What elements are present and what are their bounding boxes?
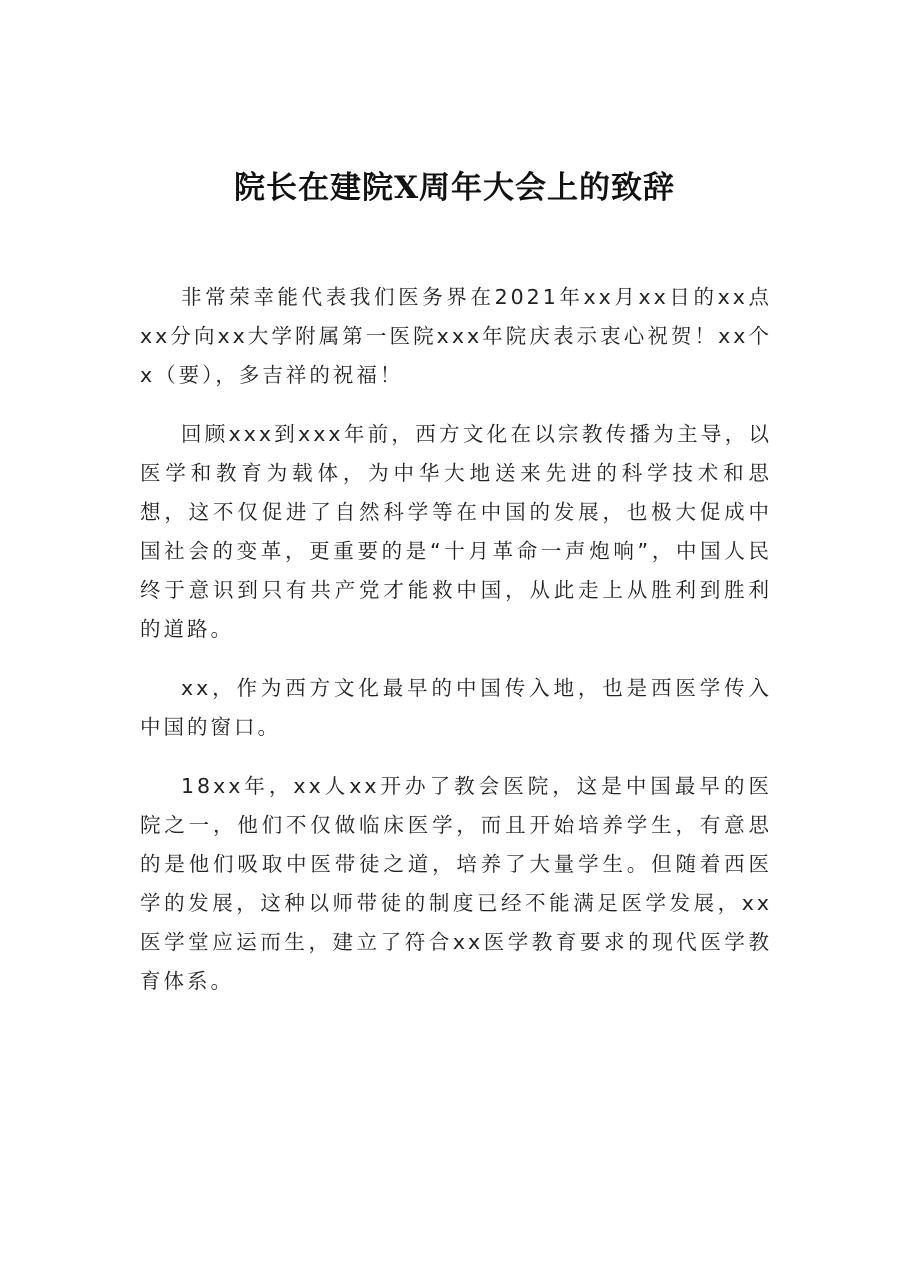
document-title: 院长在建院X周年大会上的致辞 — [233, 169, 676, 206]
paragraph-2: 回顾xxx到xxx年前，西方文化在以宗教传播为主导，以医学和教育为载体，为中华大地送来先进的科学技术和思想，这不仅促进了自然科学等在中国的发展，也极大促成中国社会的变革，更重要的是“十月革命一声炮响”，中国人民终于意识到只有共产党才能救中国，从此走上从胜利到胜利的道路。 — [140, 422, 772, 641]
document-body — [140, 278, 772, 1021]
paragraph-4: 18xx年，xx人xx开办了教会医院，这是中国最早的医院之一，他们不仅做临床医学，而且开始培养学生，有意思的是他们吸取中医带徒之道，培养了大量学生。但随着西医学的发展，这种以师带徒的制度已经不能满足医学发展，xx医学堂应运而生，建立了符合xx医学教育要求的现代医学教育体系。 — [140, 774, 772, 993]
paragraph-1: 非常荣幸能代表我们医务界在2021年xx月xx日的xx点xx分向xx大学附属第一医院xxx年院庆表示衷心祝贺！xx个x（要），多吉祥的祝福！ — [140, 285, 772, 387]
paragraph-3: xx，作为西方文化最早的中国传入地，也是西医学传入中国的窗口。 — [140, 676, 772, 739]
